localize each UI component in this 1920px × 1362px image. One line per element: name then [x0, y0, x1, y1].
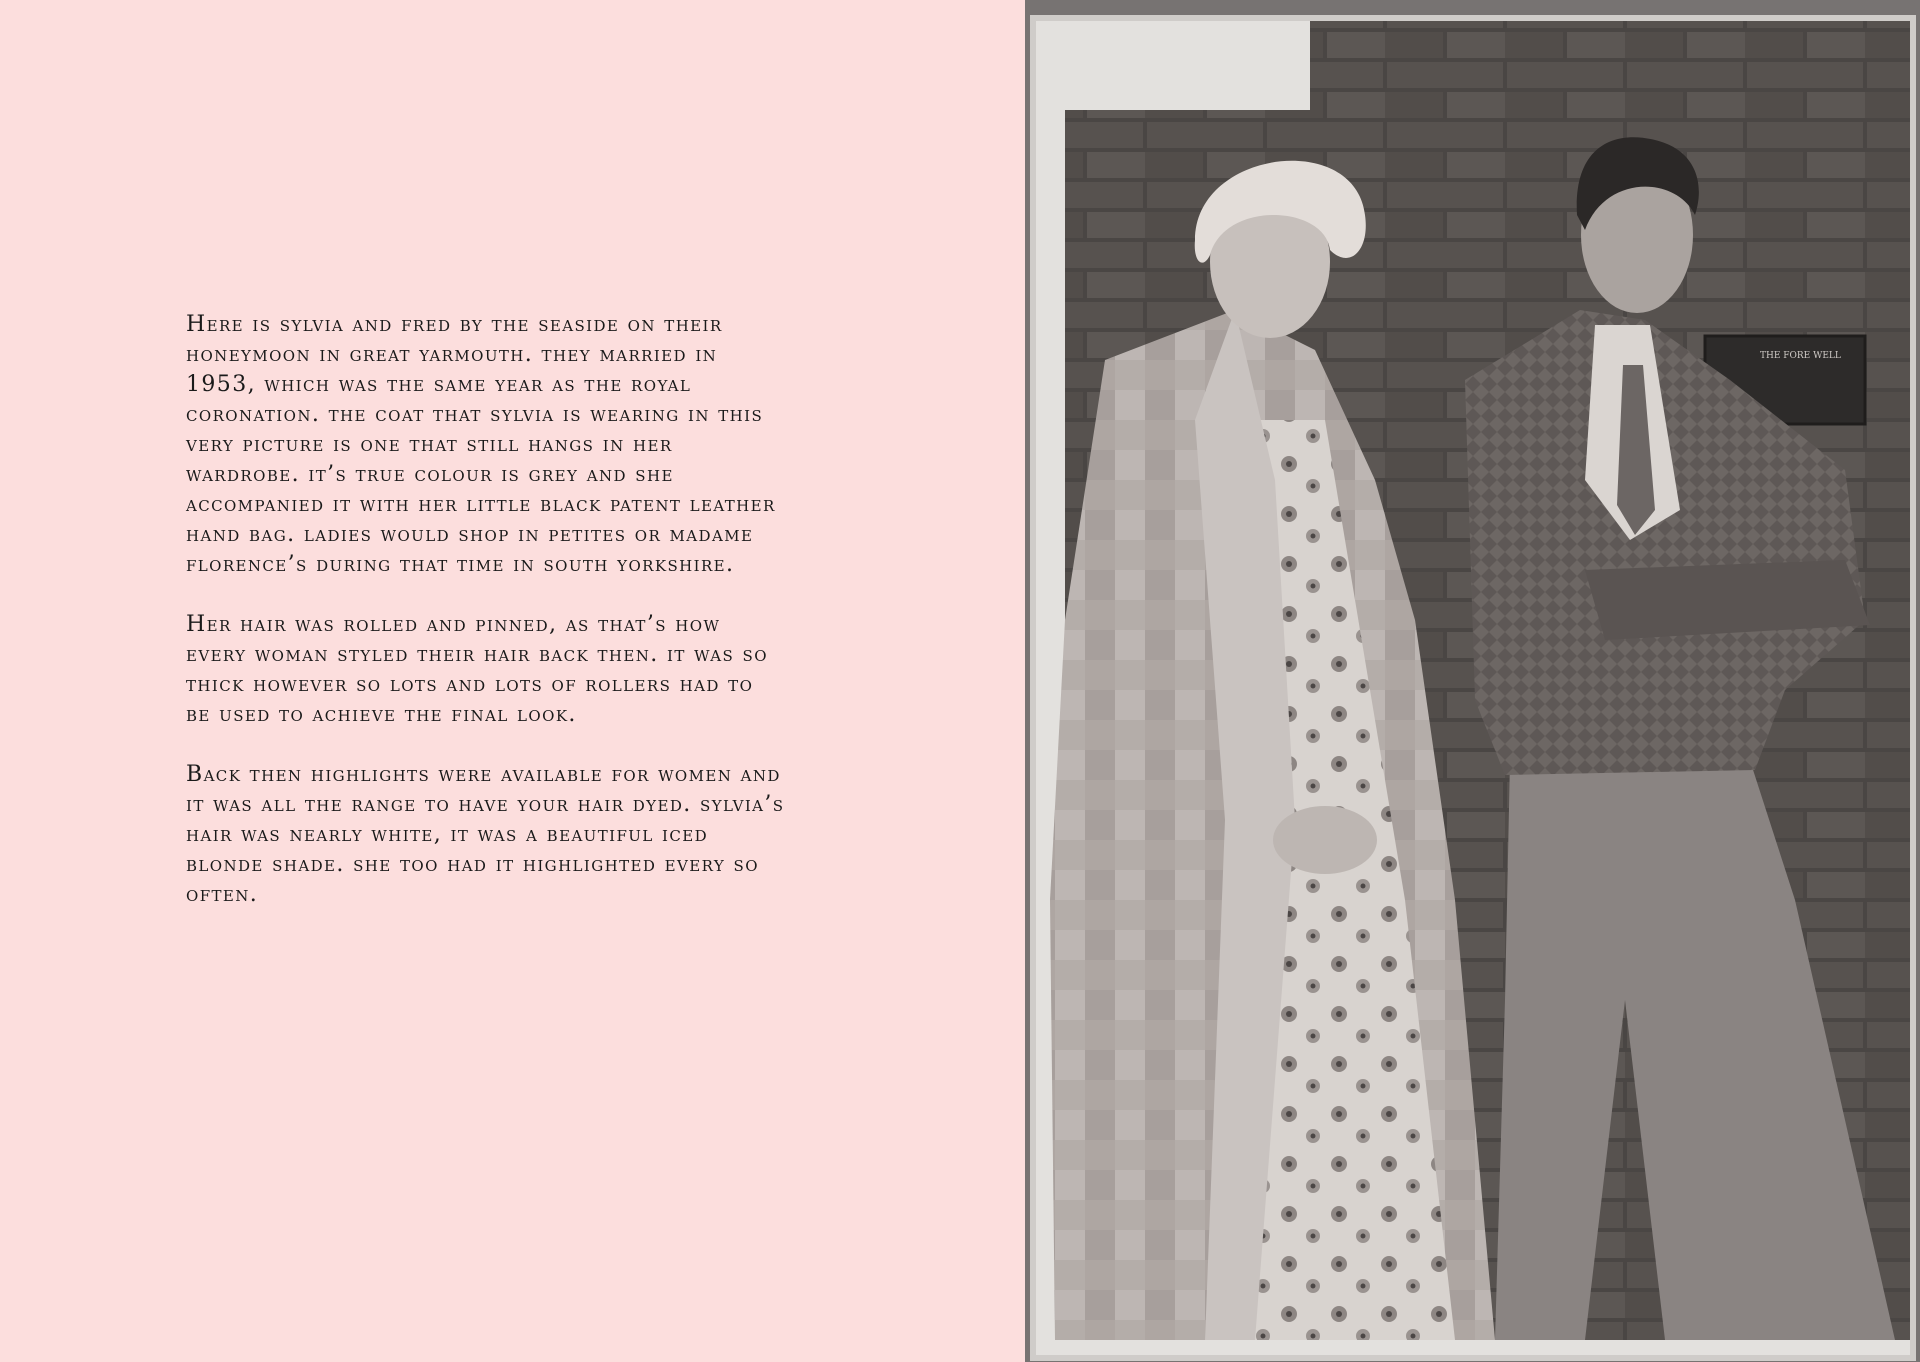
- plaque-text: THE FORE WELL: [1760, 351, 1841, 361]
- vintage-photograph: [1025, 0, 1920, 1362]
- paragraph-3: Back then highlights were available for women and it was all the range to have your hair dyed. sylvia’s hair was nearly white, it was a beautiful iced blonde shade. she too had it highlighted every so often.: [186, 762, 785, 907]
- article-text: [186, 310, 786, 940]
- brick-wall-top: [1310, 18, 1910, 138]
- paragraph-1: Here is sylvia and fred by the seaside on their honeymoon in great yarmouth. they married in 1953, which was the same year as the royal coronation. the coat that sylvia is wearing in this very picture is one that still hangs in her wardrobe. it’s true colour is grey and she accompanied it with her little black patent leather hand bag. ladies would shop in petites or madame florence’s during that time in south yorkshire.: [186, 312, 776, 577]
- paragraph-2: Her hair was rolled and pinned, as that’s how every woman styled their hair back then. it was so thick however so lots and lots of rollers had to be used to achieve the final look.: [186, 612, 768, 727]
- woman-hand: [1273, 806, 1377, 874]
- photo-illustration: [1025, 0, 1920, 1362]
